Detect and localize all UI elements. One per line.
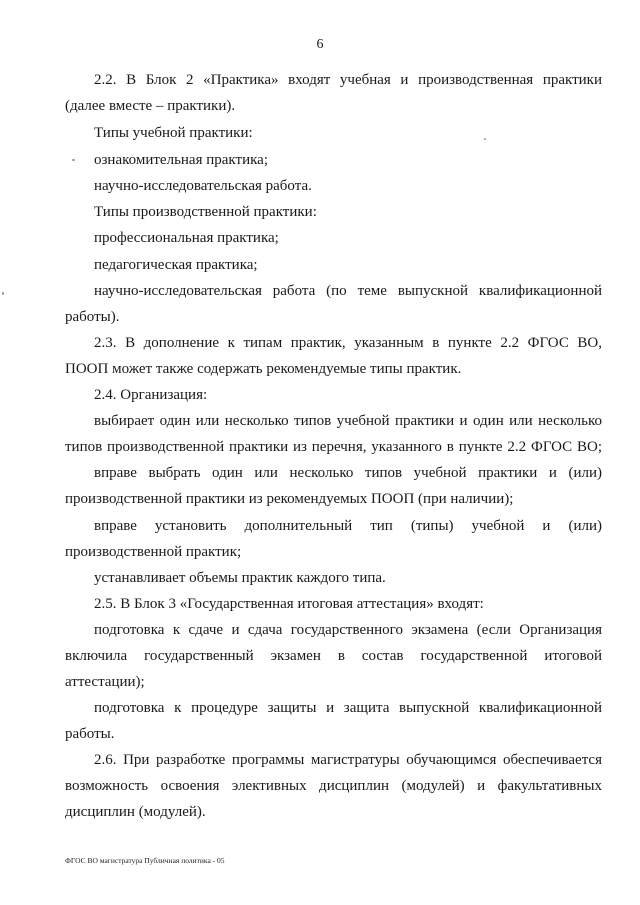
list-item-line-2: включила государственный экзамен в состав государственной итоговой: [65, 648, 602, 664]
scan-speck: [72, 159, 75, 161]
list-item-line-2: производственной практики из рекомендуемых ПООП (при наличии);: [65, 491, 514, 507]
list-item-line-2: производственной практик;: [65, 544, 242, 560]
list-item-line-1: вправе установить дополнительный тип (типы) учебной и (или): [94, 518, 602, 534]
list-item-line-1: научно-исследовательская работа (по теме выпускной квалификационной: [94, 283, 602, 299]
paragraph-2-6-line-2: возможность освоения элективных дисциплин (модулей) и факультативных: [65, 778, 602, 794]
list-item-line-1: вправе выбрать один или несколько типов учебной практики и (или): [94, 465, 602, 481]
paragraph-2-4-heading: 2.4. Организация:: [94, 387, 208, 403]
paragraph-2-3-line-2: ПООП может также содержать рекомендуемые типы практик.: [65, 361, 462, 377]
paragraph-2-6-line-3: дисциплин (модулей).: [65, 804, 206, 820]
paragraph-2-6-line-1: 2.6. При разработке программы магистратуры обучающимся обеспечивается: [94, 752, 602, 768]
list-item-line-1: подготовка к сдаче и сдача государственного экзамена (если Организация: [94, 622, 602, 638]
footer-text: ФГОС ВО магистратура Публичная политика - 05: [65, 856, 225, 865]
list-item: устанавливает объемы практик каждого типа.: [94, 570, 386, 586]
list-item: ознакомительная практика;: [94, 152, 268, 168]
list-item: педагогическая практика;: [94, 257, 258, 273]
list-item-line-2: работы).: [65, 309, 120, 325]
scan-speck: [2, 292, 4, 295]
paragraph-text: Типы производственной практики:: [94, 204, 317, 220]
scan-speck: [484, 138, 486, 140]
paragraph-2-5-heading: 2.5. В Блок 3 «Государственная итоговая аттестация» входят:: [94, 596, 484, 612]
list-item-line-3: аттестации);: [65, 674, 145, 690]
paragraph-2-2-line-2: (далее вместе – практики).: [65, 98, 236, 114]
list-item-line-2: типов производственной практики из перечня, указанного в пункте 2.2 ФГОС ВО;: [65, 439, 602, 455]
list-item-line-2: работы.: [65, 726, 115, 742]
list-item-line-1: выбирает один или несколько типов учебной практики и один или несколько: [94, 413, 602, 429]
paragraph-text: Типы учебной практики:: [94, 125, 253, 141]
list-item: профессиональная практика;: [94, 230, 279, 246]
list-item: научно-исследовательская работа.: [94, 178, 312, 194]
paragraph-2-3-line-1: 2.3. В дополнение к типам практик, указанным в пункте 2.2 ФГОС ВО,: [94, 335, 602, 351]
page-number: 6: [316, 37, 324, 52]
paragraph-2-2-line-1: 2.2. В Блок 2 «Практика» входят учебная и производственная практики: [94, 72, 602, 88]
list-item-line-1: подготовка к процедуре защиты и защита выпускной квалификационной: [94, 700, 602, 716]
